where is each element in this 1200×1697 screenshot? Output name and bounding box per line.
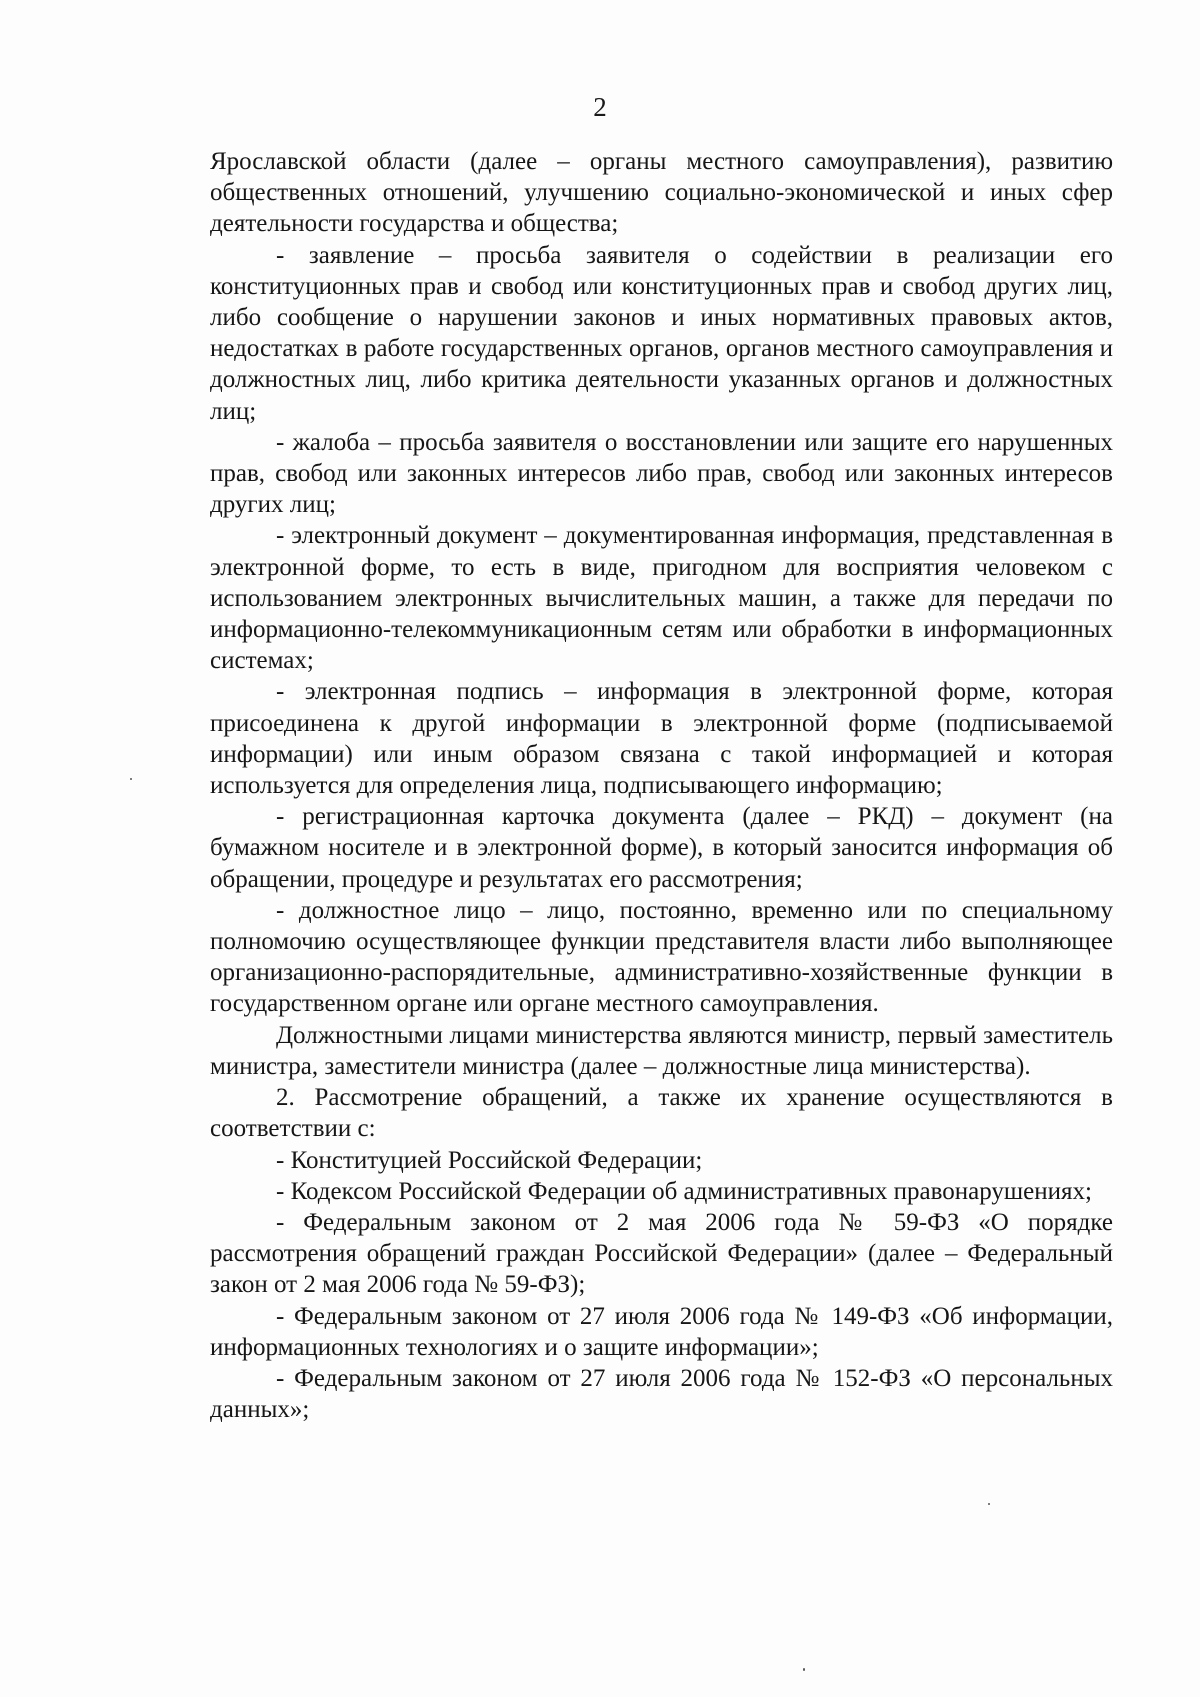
definition-zayavlenie: - заявление – просьба заявителя о содействии в реализации его конституционных прав и свобод или конституционных прав и свобод других лиц, либо сообщение о нарушении законов и иных нормативных правовых актов, недостатках в работе государственных органов, органов местного самоуправления и должностных лиц, либо критика деятельности указанных органов и должностных лиц;: [210, 241, 1113, 425]
definition-rkd: - регистрационная карточка документа (далее – РКД) – документ (на бумажном носителе и в электронной форме), в который заносится информация об обращении, процедуре и результатах его рассмотрения;: [210, 803, 1113, 893]
ministry-officials-paragraph: Должностными лицами министерства являются министр, первый заместитель министра, заместители министра (далее – должностные лица министерства).: [210, 1021, 1113, 1080]
scan-speck: [130, 778, 132, 780]
definition-zhaloba: - жалоба – просьба заявителя о восстановлении или защите его нарушенных прав, свобод или законных интересов либо прав, свобод или законных интересов других лиц;: [210, 428, 1113, 519]
definition-official: - должностное лицо – лицо, постоянно, временно или по специальному полномочию осуществляющее функции представителя власти либо выполняющее организационно-распорядительные, административно-хозяйственные функции в государственном органе или органе местного самоуправления.: [210, 896, 1113, 1018]
definition-electronic-signature: - электронная подпись – информация в электронной форме, которая присоединена к другой информации в электронной форме (подписываемой информации) или иным образом связана с такой информацией и которая используется для определения лица, подписывающего информацию;: [210, 678, 1113, 800]
list-item-law-149: - Федеральным законом от 27 июля 2006 года № 149-ФЗ «Об информации, информационных технологиях и о защите информации»;: [210, 1302, 1113, 1361]
section-2-paragraph: 2. Рассмотрение обращений, а также их хранение осуществляются в соответствии с:: [210, 1084, 1113, 1143]
list-item-administrative-code: - Кодексом Российской Федерации об административных правонарушениях;: [276, 1177, 1092, 1205]
page-number: 2: [593, 92, 607, 122]
paragraph-continuation: Ярославской области (далее – органы местного самоуправления), развитию общественных отношений, улучшению социально-экономической и иных сфер деятельности государства и общества;: [210, 148, 1113, 238]
list-item-law-152: - Федеральным законом от 27 июля 2006 года № 152-ФЗ «О персональных данных»;: [210, 1364, 1113, 1424]
list-item-constitution: - Конституцией Российской Федерации;: [276, 1146, 703, 1174]
document-body: [210, 146, 1113, 1425]
definition-electronic-document: - электронный документ – документированная информация, представленная в электронной форме, то есть в виде, пригодном для восприятия человеком с использованием электронных вычислительных машин, а также для передачи по информационно-телекоммуникационным сетям или обработки в информационных системах;: [210, 522, 1113, 675]
scan-speck: [803, 1668, 805, 1671]
scan-speck: [988, 1503, 990, 1505]
list-item-law-59: - Федеральным законом от 2 мая 2006 года № 59-ФЗ «О порядке рассмотрения обращений граждан Российской Федерации» (далее – Федеральный закон от 2 мая 2006 года № 59-ФЗ);: [210, 1208, 1113, 1299]
